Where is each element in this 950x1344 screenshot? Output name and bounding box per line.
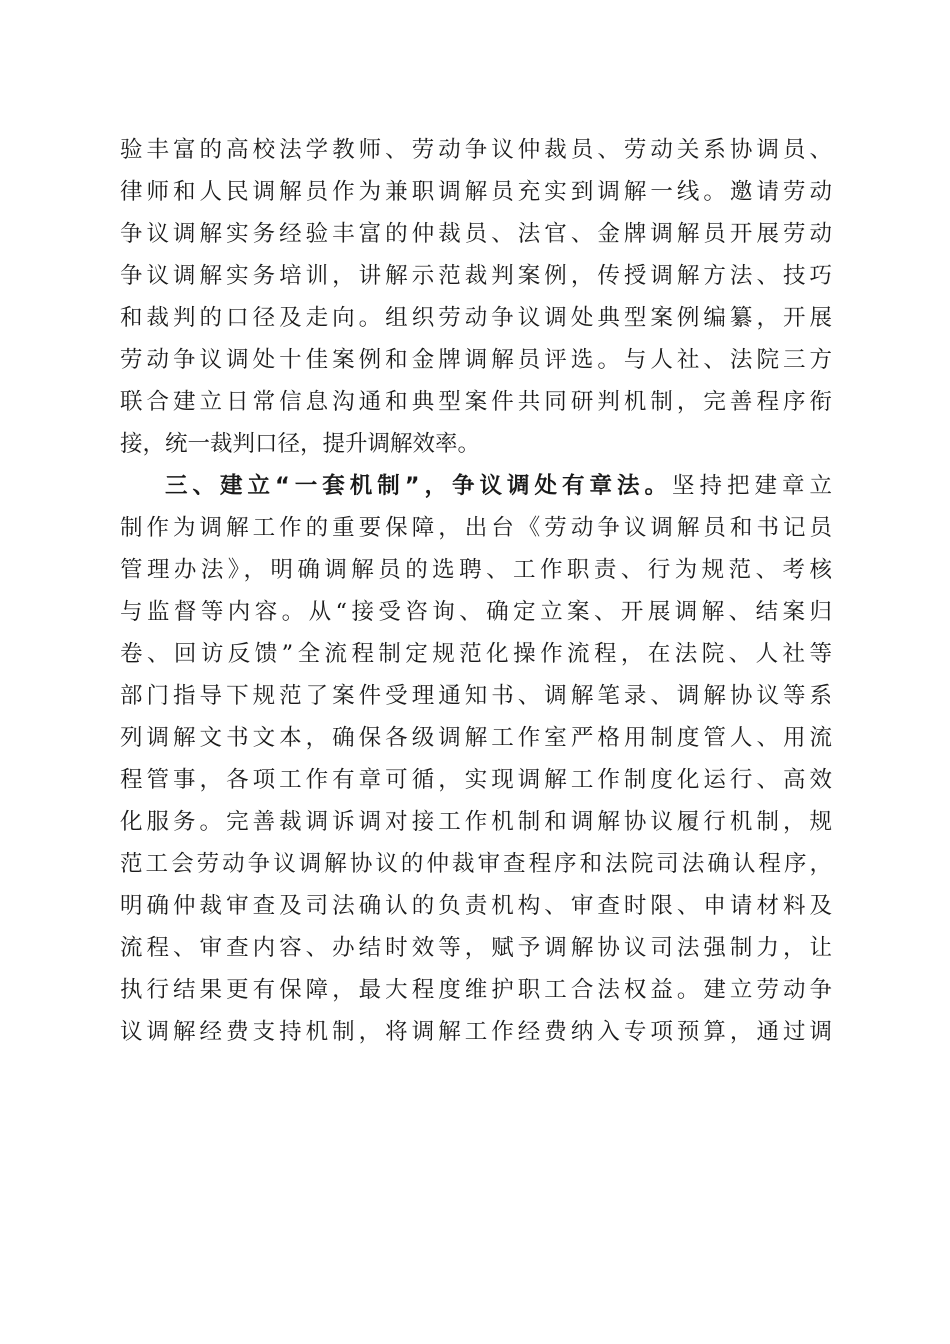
section-heading: 三、建立“一套机制”，争议调处有章法。	[165, 473, 673, 499]
text-line: 与监督等内容。从“接受咨询、确定立案、开展调解、结案归	[120, 599, 832, 625]
text-line: 列调解文书文本，确保各级调解工作室严格用制度管人、用流	[120, 725, 832, 751]
paragraph-first-line	[120, 465, 832, 507]
text-line: 执行结果更有保障，最大程度维护职工合法权益。建立劳动争	[120, 977, 832, 1003]
paragraph-1	[120, 129, 832, 465]
text-line: 卷、回访反馈”全流程制定规范化操作流程，在法院、人社等	[120, 641, 832, 667]
text-run: 坚持把建章立	[672, 473, 832, 499]
text-line: 部门指导下规范了案件受理通知书、调解笔录、调解协议等系	[120, 683, 832, 709]
text-line: 程管事，各项工作有章可循，实现调解工作制度化运行、高效	[120, 767, 832, 793]
text-line: 劳动争议调处十佳案例和金牌调解员评选。与人社、法院三方	[120, 347, 832, 373]
text-line: 明确仲裁审查及司法确认的负责机构、审查时限、申请材料及	[120, 893, 832, 919]
text-line: 争议调解实务培训，讲解示范裁判案例，传授调解方法、技巧	[120, 263, 832, 289]
text-line: 议调解经费支持机制，将调解工作经费纳入专项预算，通过调	[120, 1019, 832, 1045]
text-line: 流程、审查内容、办结时效等，赋予调解协议司法强制力，让	[120, 935, 832, 961]
text-line: 和裁判的口径及走向。组织劳动争议调处典型案例编纂，开展	[120, 305, 832, 331]
paragraph-2	[120, 465, 832, 1053]
document-page	[120, 129, 832, 1053]
text-line: 接，统一裁判口径，提升调解效率。	[120, 431, 481, 457]
text-line: 争议调解实务经验丰富的仲裁员、法官、金牌调解员开展劳动	[120, 221, 832, 247]
text-line: 管理办法》，明确调解员的选聘、工作职责、行为规范、考核	[120, 557, 832, 583]
text-line: 化服务。完善裁调诉调对接工作机制和调解协议履行机制，规	[120, 809, 832, 835]
text-line: 制作为调解工作的重要保障，出台《劳动争议调解员和书记员	[120, 515, 832, 541]
text-line: 范工会劳动争议调解协议的仲裁审查程序和法院司法确认程序，	[120, 851, 832, 877]
text-line: 律师和人民调解员作为兼职调解员充实到调解一线。邀请劳动	[120, 179, 832, 205]
text-line: 验丰富的高校法学教师、劳动争议仲裁员、劳动关系协调员、	[120, 137, 832, 163]
text-line: 联合建立日常信息沟通和典型案件共同研判机制，完善程序衔	[120, 389, 832, 415]
